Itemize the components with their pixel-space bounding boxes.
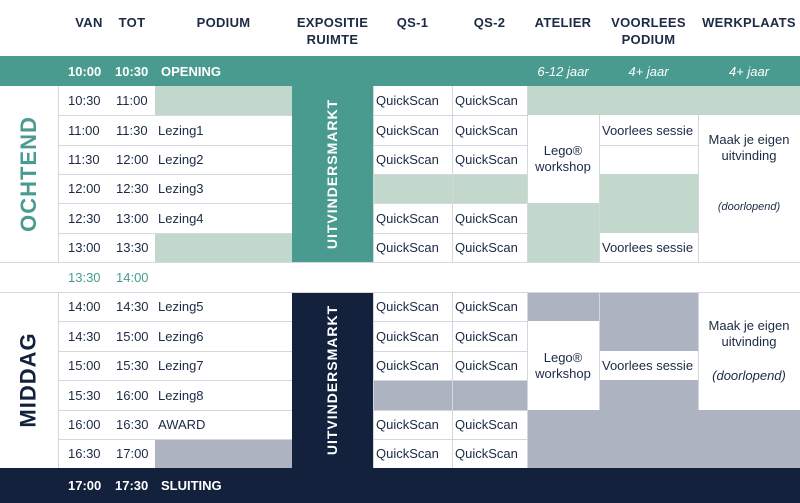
divider (0, 292, 800, 293)
opening-band (0, 56, 800, 86)
break-tot: 14:00 (116, 270, 149, 285)
section-ochtend (0, 86, 58, 262)
divider (58, 174, 292, 175)
divider (58, 351, 292, 352)
break-van: 13:30 (68, 270, 101, 285)
voorlees-empty-fill (599, 174, 698, 203)
divider (452, 292, 453, 468)
afternoon-row-5-podium: AWARD (158, 417, 206, 432)
opening-voorlees-age: 4+ jaar (628, 63, 669, 79)
section-middag-label: MIDDAG (16, 332, 41, 428)
afternoon-row-2-qs2: QuickScan (455, 328, 518, 344)
afternoon-row-4-van: 15:30 (68, 387, 101, 403)
morning-row-3-qs2: QuickScan (455, 152, 518, 167)
opening-atelier-age: 6-12 jaar (537, 63, 589, 79)
afternoon-row-2-podium: Lezing6 (158, 328, 204, 344)
morning-row-4-tot: 12:30 (116, 181, 149, 196)
afternoon-row-4-podium: Lezing8 (158, 387, 204, 403)
morning-row-2-qs2: QuickScan (455, 122, 518, 138)
header-qs1: QS-1 (396, 15, 429, 30)
expositie-afternoon-block (292, 292, 373, 468)
morning-row-4-van: 12:00 (68, 181, 101, 196)
morning-row-1-qs2: QuickScan (455, 93, 518, 108)
afternoon-row-1-podium: Lezing5 (158, 299, 204, 314)
header-expositie-ruimte: EXPOSITIE RUIMTE (296, 15, 369, 47)
opening-werkplaats-age: 4+ jaar (728, 63, 770, 79)
afternoon-row-6-van: 16:30 (68, 446, 101, 461)
closing-label: SLUITING (161, 478, 222, 493)
header-qs2: QS-2 (473, 15, 506, 30)
morning-row-3-podium: Lezing2 (158, 152, 204, 167)
divider (58, 115, 292, 116)
morning-row-1-qs1: QuickScan (376, 93, 439, 108)
afternoon-row-3-qs2: QuickScan (455, 358, 518, 373)
quickscan-empty-fill (373, 174, 527, 203)
afternoon-row-6-qs1: QuickScan (376, 446, 439, 461)
divider (373, 410, 527, 411)
morning-werkplaats-label: Maak je eigen uitvinding (708, 132, 790, 163)
morning-row-6-qs1: QuickScan (376, 240, 439, 255)
divider (373, 174, 527, 175)
afternoon-row-1-qs1: QuickScan (376, 299, 439, 314)
header-tot: TOT (118, 15, 146, 30)
afternoon-row-5-qs1: QuickScan (376, 417, 439, 432)
morning-werkplaats-note: (doorlopend) (717, 201, 781, 213)
morning-row-6-tot: 13:30 (116, 240, 149, 255)
opening-label: OPENING (161, 63, 221, 79)
afternoon-row-1-qs2: QuickScan (455, 299, 518, 314)
morning-row-5-tot: 13:00 (116, 210, 149, 226)
divider (599, 115, 600, 262)
afternoon-row-1-tot: 14:30 (116, 299, 149, 314)
voorlees-empty-fill (599, 321, 698, 351)
morning-row-3-qs1: QuickScan (376, 152, 439, 167)
morning-lego-workshop (527, 115, 599, 203)
afternoon-row-4-tot: 16:00 (116, 387, 149, 403)
divider (373, 351, 527, 352)
divider (373, 233, 527, 234)
divider (373, 380, 527, 381)
divider (373, 439, 527, 440)
podium-empty-fill (155, 439, 292, 468)
podium-empty-fill (155, 233, 292, 262)
afternoon-row-5-van: 16:00 (68, 417, 101, 432)
divider (527, 292, 528, 468)
afternoon-row-3-tot: 15:30 (116, 358, 149, 373)
empty-fill (527, 292, 698, 321)
divider (698, 115, 699, 262)
afternoon-row-2-qs1: QuickScan (376, 328, 439, 344)
morning-voorlees-session-2: Voorlees sessie (602, 240, 694, 255)
expositie-morning-block (292, 86, 373, 262)
afternoon-row-6-qs2: QuickScan (455, 446, 518, 461)
divider (698, 292, 699, 410)
closing-band (0, 468, 800, 503)
morning-werkplaats-block (698, 115, 800, 262)
afternoon-row-3-qs1: QuickScan (376, 358, 439, 373)
divider (373, 203, 527, 204)
divider (58, 233, 292, 234)
morning-row-2-van: 11:00 (68, 122, 100, 138)
header-atelier: ATELIER (534, 15, 592, 30)
morning-row-5-qs1: QuickScan (376, 210, 439, 226)
morning-voorlees-session-1: Voorlees sessie (602, 122, 694, 138)
closing-van: 17:00 (68, 478, 102, 493)
voorlees-empty-fill (599, 380, 698, 410)
empty-fill (527, 203, 698, 233)
afternoon-row-6-tot: 17:00 (116, 446, 149, 461)
afternoon-row-5-qs2: QuickScan (455, 417, 518, 432)
morning-row-3-tot: 12:00 (116, 152, 149, 167)
header-werkplaats: WERKPLAATS (702, 15, 796, 30)
afternoon-row-1-van: 14:00 (68, 299, 101, 314)
morning-row-2-tot: 11:30 (116, 122, 148, 138)
morning-row-5-podium: Lezing4 (158, 210, 204, 226)
morning-lego-workshop-label: Lego® workshop (535, 143, 591, 174)
afternoon-werkplaats-block (698, 292, 800, 410)
divider (58, 145, 292, 146)
header-podium: PODIUM (196, 15, 251, 30)
afternoon-voorlees-session: Voorlees sessie (602, 358, 694, 373)
afternoon-row-2-tot: 15:00 (116, 328, 149, 344)
atelier-empty-fill (527, 233, 599, 262)
divider (58, 410, 292, 411)
expositie-morning-label: UITVINDERSMARKT (324, 98, 341, 250)
divider (599, 292, 600, 410)
morning-row-2-qs1: QuickScan (376, 122, 439, 138)
divider (599, 145, 698, 146)
divider (373, 292, 374, 468)
afternoon-row-3-podium: Lezing7 (158, 358, 204, 373)
divider (373, 115, 527, 116)
divider (58, 321, 292, 322)
afternoon-lego-workshop (527, 321, 599, 410)
section-middag (0, 292, 58, 468)
header-voorlees-podium: VOORLEES PODIUM (611, 15, 686, 47)
divider (58, 380, 292, 381)
afternoon-werkplaats-label: Maak je eigen uitvinding (708, 318, 790, 349)
morning-row-1-tot: 11:00 (116, 93, 148, 108)
afternoon-row-5-tot: 16:30 (116, 417, 149, 432)
afternoon-row-2-van: 14:30 (68, 328, 101, 344)
morning-row-3-van: 11:30 (68, 152, 100, 167)
header-van: VAN (75, 15, 103, 30)
divider (58, 439, 292, 440)
morning-row-6-qs2: QuickScan (455, 240, 518, 255)
divider (452, 86, 453, 262)
divider (373, 321, 527, 322)
afternoon-row-3-van: 15:00 (68, 358, 101, 373)
morning-row-4-podium: Lezing3 (158, 181, 204, 196)
quickscan-empty-fill (373, 380, 527, 410)
empty-fill (527, 410, 800, 468)
expositie-afternoon-label: UITVINDERSMARKT (324, 304, 341, 456)
morning-row-1-van: 10:30 (68, 93, 101, 108)
section-ochtend-label: OCHTEND (16, 116, 41, 232)
morning-row-2-podium: Lezing1 (158, 122, 204, 138)
closing-tot: 17:30 (115, 478, 149, 493)
afternoon-lego-workshop-label: Lego® workshop (535, 349, 591, 381)
opening-van: 10:00 (68, 63, 102, 79)
morning-row-5-van: 12:30 (68, 210, 101, 226)
empty-fill (527, 86, 800, 115)
opening-tot: 10:30 (115, 63, 149, 79)
podium-empty-fill (155, 86, 292, 115)
divider (527, 86, 528, 262)
divider (0, 262, 800, 263)
morning-row-6-van: 13:00 (68, 240, 101, 255)
divider (58, 203, 292, 204)
divider (373, 86, 374, 262)
divider (373, 145, 527, 146)
afternoon-werkplaats-note: (doorlopend) (712, 368, 786, 383)
morning-row-5-qs2: QuickScan (455, 210, 518, 226)
